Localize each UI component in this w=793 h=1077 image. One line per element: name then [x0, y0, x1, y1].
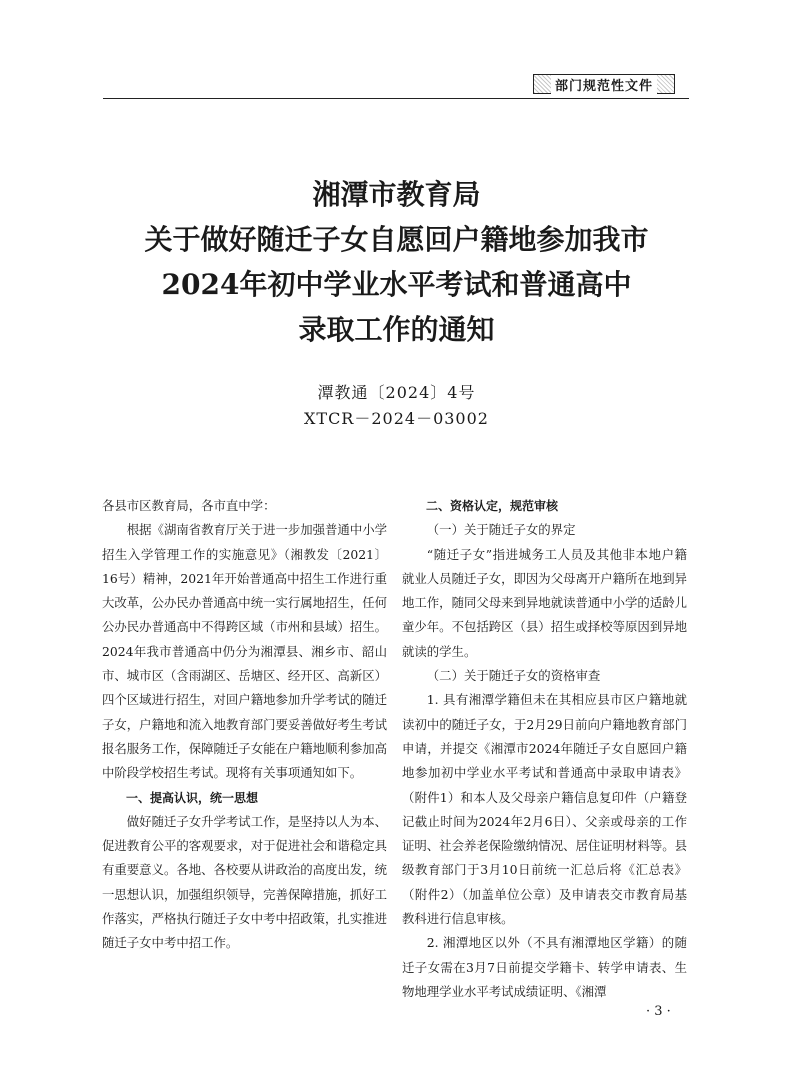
title-line-3: 2024年初中学业水平考试和普通高中 [161, 268, 632, 301]
document-category-badge [533, 74, 675, 94]
subheading-1: （一）关于随迁子女的界定 [426, 522, 576, 538]
page-number: · 3 · [646, 1004, 671, 1019]
section-heading-2: 二、资格认定，规范审核 [426, 499, 559, 513]
salutation: 各县市区教育局，各市直中学： [102, 498, 276, 513]
document-number-line-2: XTCR－2024－03002 [304, 409, 489, 428]
paragraph-item-1: 1. 具有湘潭学籍但未在其相应县市区户籍地就读初中的随迁子女，于2月29日前向户籍地教育部门申请，并提交《湘潭市2024年随迁子女自愿回户籍地参加初中学业水平考试和普通高中录取申请表》（附件1）和本人及父母亲户籍信息复印件（户籍登记截止时间为2024年2月6日）、父亲或母亲的工作证明、社会养老保险缴纳情况、居住证明材料等。县级教育部门于3月10日前统一汇总后将《汇总表》（附件2）（加盖单位公章）及申请表交市教育局基教科进行信息审核。 [402, 692, 687, 927]
document-number-line-1: 潭教通〔2024〕4号 [317, 383, 476, 402]
paragraph-intro: 根据《湖南省教育厅关于进一步加强普通中小学招生入学管理工作的实施意见》（湘教发〔2021〕16号）精神，2021年开始普通高中招生工作进行重大改革，公办民办普通高中统一实行属地招生，任何公办民办普通高中不得跨区域（市州和县域）招生。2024年我市普通高中仍分为湘潭县、湘乡市、韶山市、城市区（含雨湖区、岳塘区、经开区、高新区）四个区域进行招生，对回户籍地参加升学考试的随迁子女，户籍地和流入地教育部门要妥善做好考生考试报名服务工作，保障随迁子女能在户籍地顺利参加高中阶段学校招生考试。现将有关事项通知如下。 [102, 522, 387, 781]
left-column [102, 494, 387, 956]
paragraph-section-1: 做好随迁子女升学考试工作，是坚持以人为本、促进教育公平的客观要求，对于促进社会和谐稳定具有重要意义。各地、各校要从讲政治的高度出发，统一思想认识，加强组织领导，完善保障措施，抓好工作落实，严格执行随迁子女中考中招政策，扎实推进随迁子女中考中招工作。 [102, 813, 387, 951]
paragraph-definition: “随迁子女”指进城务工人员及其他非本地户籍就业人员随迁子女，即因为父母离开户籍所在地到异地工作，随同父母来到异地就读普通中小学的适龄儿童少年。不包括跨区（县）招生或择校等原因到异地就读的学生。 [402, 546, 687, 659]
subheading-2: （二）关于随迁子女的资格审查 [426, 668, 601, 684]
document-number [100, 380, 693, 432]
document-title [60, 172, 733, 352]
header-rule [103, 98, 689, 99]
right-column [402, 494, 687, 1004]
paragraph-item-2: 2. 湘潭地区以外（不具有湘潭地区学籍）的随迁子女需在3月7日前提交学籍卡、转学申请表、生物地理学业水平考试成绩证明、《湘潭 [402, 935, 687, 999]
title-line-2: 关于做好随迁子女自愿回户籍地参加我市 [144, 223, 649, 256]
title-line-4: 录取工作的通知 [298, 313, 495, 346]
title-line-1: 湘潭市教育局 [312, 178, 481, 211]
document-category-label: 部门规范性文件 [551, 75, 657, 94]
section-heading-1: 一、提高认识，统一思想 [126, 790, 259, 805]
